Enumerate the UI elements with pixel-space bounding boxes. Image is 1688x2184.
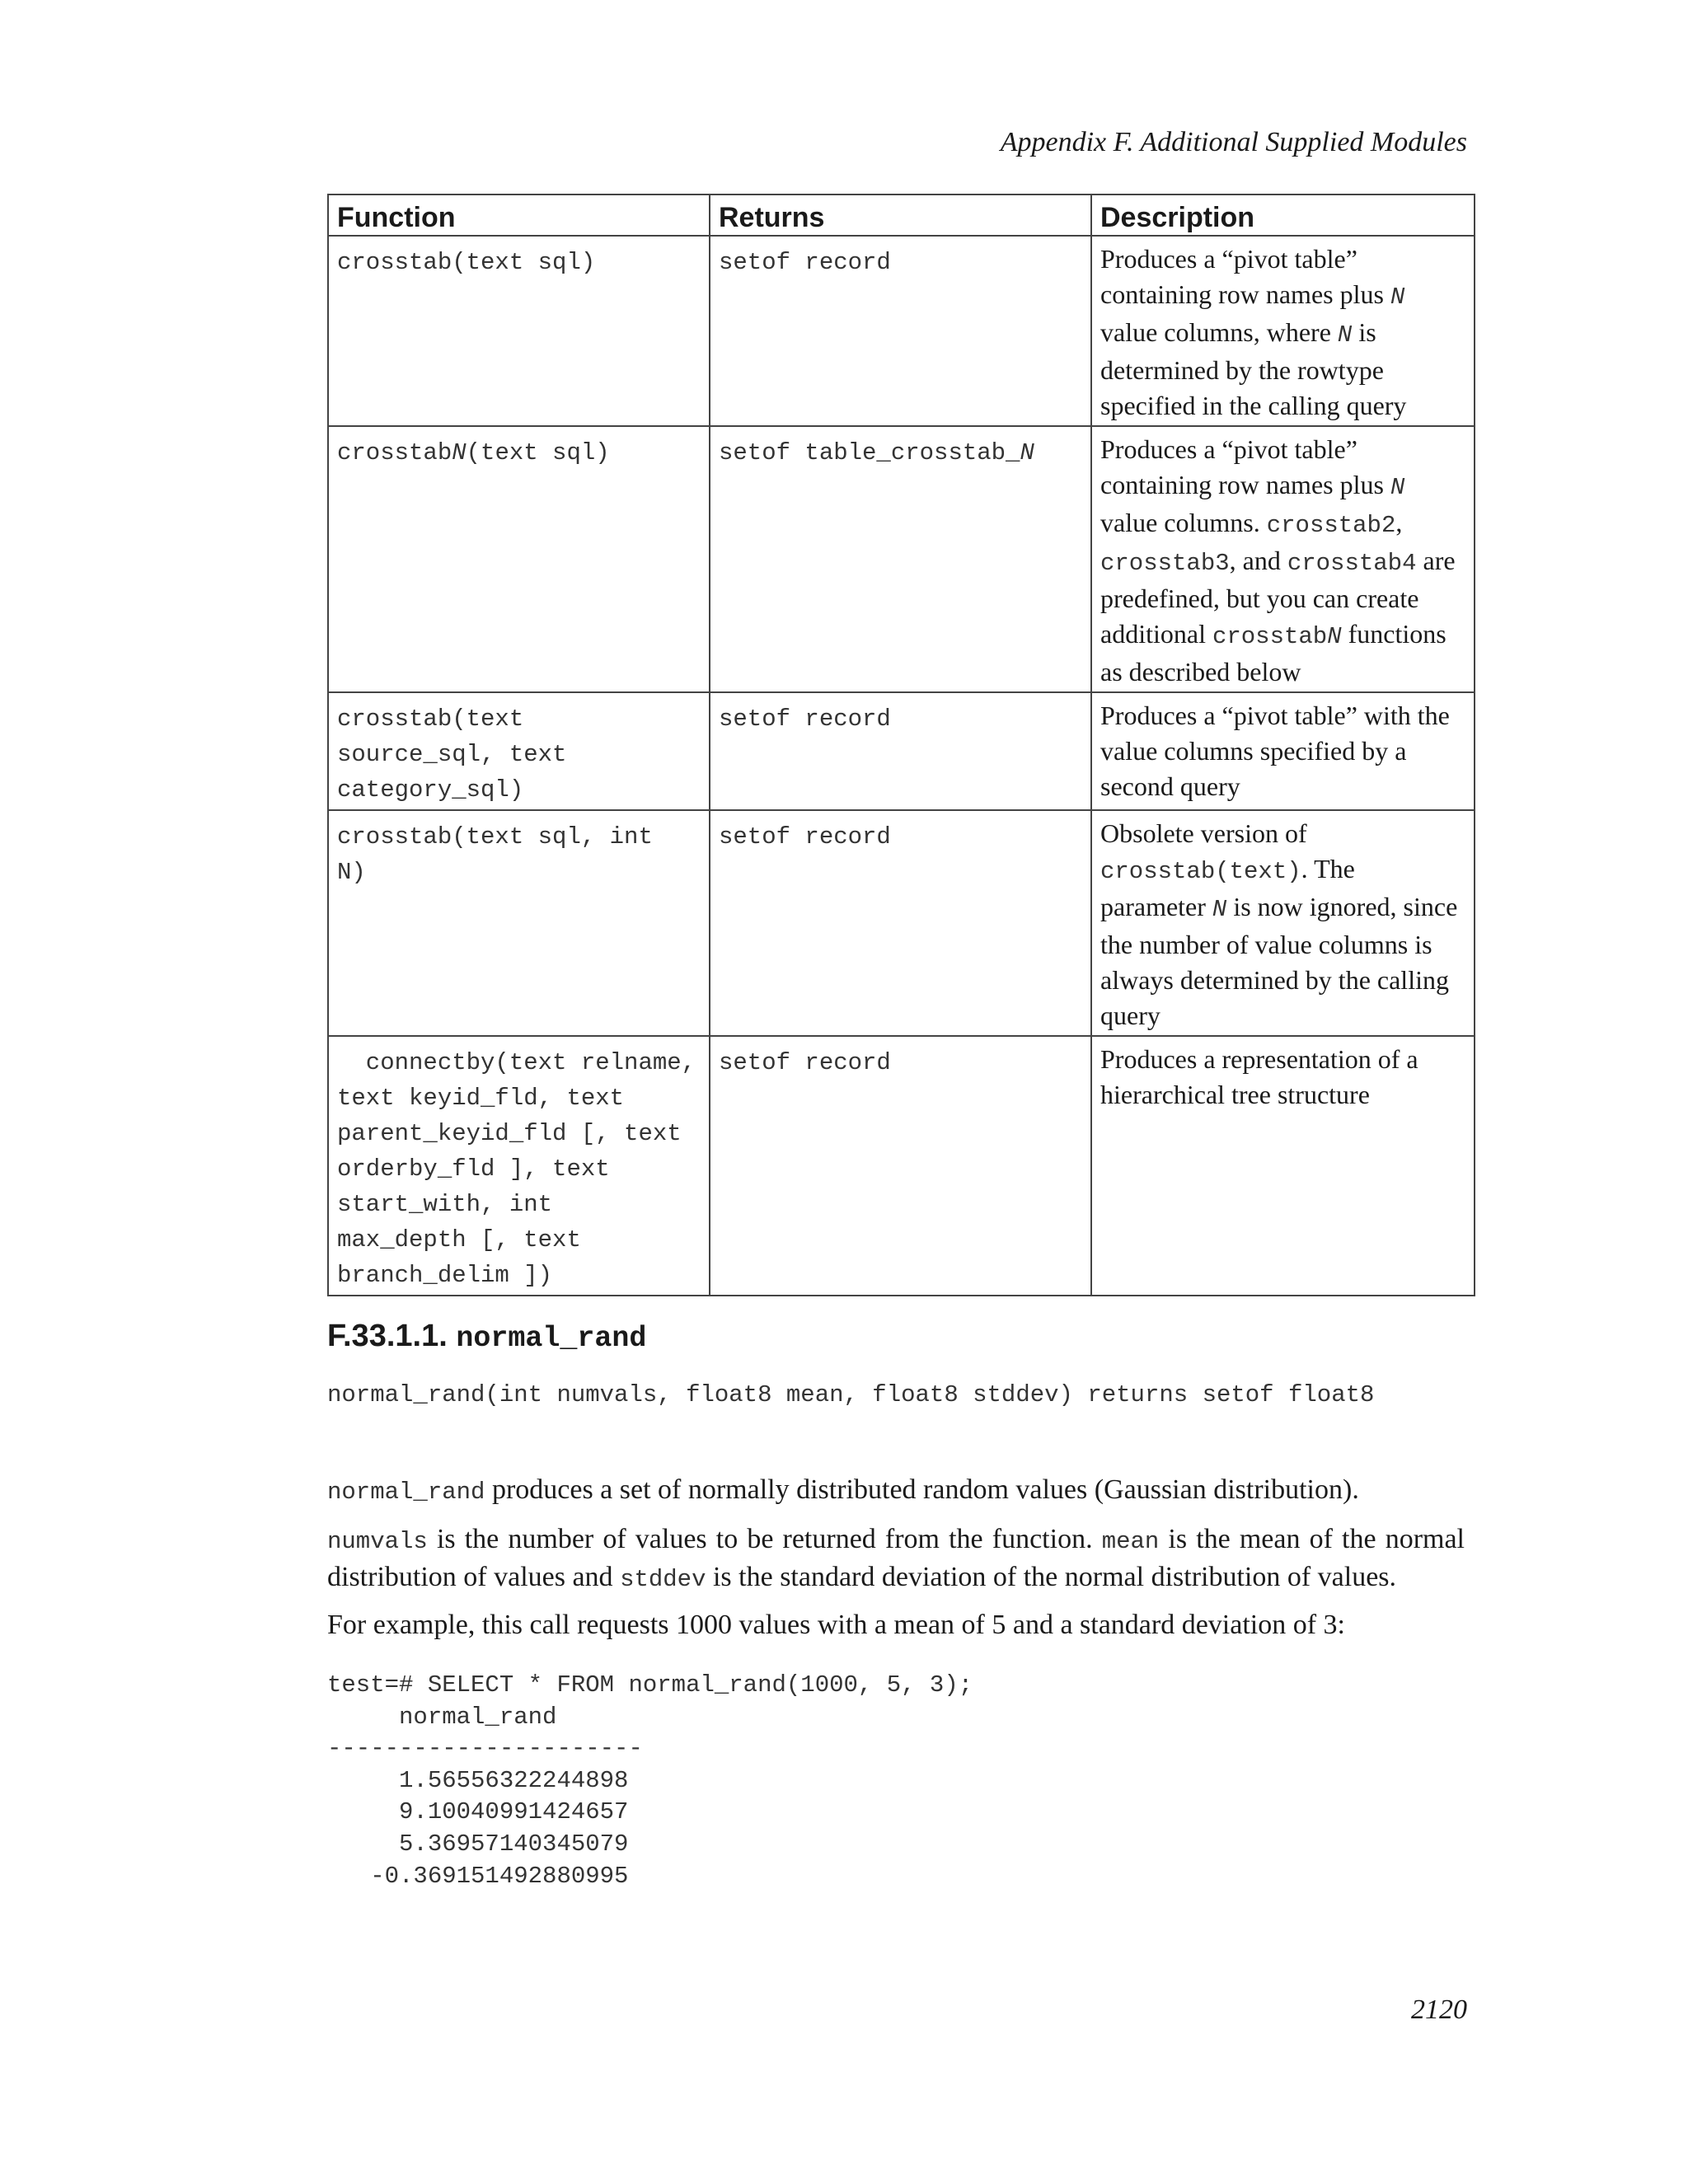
description-cell (1091, 426, 1475, 692)
replaceable-param: N (1337, 321, 1353, 349)
table-row (328, 236, 1475, 426)
returns-cell (710, 426, 1091, 692)
inline-code: crosstab4 (1287, 550, 1417, 577)
section-number: F.33.1.1. (327, 1319, 448, 1353)
table-row (328, 426, 1475, 692)
replaceable-param: N (1390, 474, 1405, 501)
inline-code: numvals (327, 1528, 428, 1555)
description-text: , (1395, 508, 1403, 537)
description-text: , and (1229, 546, 1287, 575)
inline-code: normal_rand (327, 1479, 485, 1506)
description-cell (1091, 810, 1475, 1036)
return-type: setof record (719, 249, 891, 276)
function-table (327, 194, 1475, 1296)
paragraph-text: is the mean of the normal distribution of values and (327, 1524, 1465, 1592)
description-text: Produces a representation of a hierarchical tree structure (1100, 1044, 1418, 1109)
paragraph: For example, this call requests 1000 values with a mean of 5 and a standard deviation of 3: (327, 1610, 1346, 1640)
description-text: are predefined, but you can create additional (1100, 546, 1456, 649)
function-signature: (text sql) (466, 439, 610, 466)
function-signature-line: orderby_fld ], text (337, 1155, 610, 1183)
function-cell (328, 810, 710, 1036)
inline-code: crosstab (1212, 623, 1328, 650)
paragraph-text: is the number of values to be returned from the function. (427, 1524, 1102, 1554)
table-row (328, 1036, 1475, 1296)
function-cell (328, 426, 710, 692)
paragraph-text: produces a set of normally distributed random values (Gaussian distribution). (485, 1474, 1359, 1505)
paragraph (327, 1472, 1465, 1510)
example-code-block: test=# SELECT * FROM normal_rand(1000, 5, 3); normal_rand ---------------------- 1.56556322244898 9.10040991424657 5.36957140345079 -0.369151492880995 (327, 1671, 973, 1890)
return-type: setof record (719, 705, 891, 733)
function-signature: crosstab(text sql) (337, 249, 596, 276)
function-cell (328, 236, 710, 426)
inline-code: crosstab3 (1100, 550, 1230, 577)
description-text: Produces a “pivot table” containing row names plus (1100, 244, 1390, 309)
function-synopsis: normal_rand(int numvals, float8 mean, float8 stddev) returns setof float8 (327, 1381, 1375, 1408)
description-text: value columns, where (1100, 317, 1338, 347)
description-text: is now ignored, since the number of value columns is always determined by the calling query (1100, 892, 1458, 1030)
replaceable-param: N (1212, 896, 1227, 923)
function-signature-line: text keyid_fld, text (337, 1085, 625, 1112)
paragraph-text: is the standard deviation of the normal distribution of values. (706, 1562, 1397, 1592)
column-header-function: Function (328, 194, 710, 236)
return-type: setof record (719, 1049, 891, 1076)
function-cell (328, 692, 710, 810)
paragraph (327, 1521, 1465, 1597)
description-text: value columns. (1100, 508, 1267, 537)
function-signature-line: max_depth [, text (337, 1226, 581, 1254)
function-signature-line: branch_delim ]) (337, 1262, 553, 1289)
replaceable-param: N (1390, 284, 1405, 311)
inline-code: crosstab2 (1266, 512, 1396, 539)
function-signature: crosstab (337, 439, 452, 466)
table-row (328, 810, 1475, 1036)
column-header-returns: Returns (710, 194, 1091, 236)
description-text: . The parameter (1100, 854, 1355, 921)
description-text: is determined by the rowtype specified in the calling query (1100, 317, 1407, 420)
description-text: Produces a “pivot table” containing row names plus (1100, 434, 1390, 499)
returns-cell (710, 692, 1091, 810)
table-header-row (328, 194, 1475, 236)
section-heading (327, 1319, 646, 1355)
description-cell (1091, 692, 1475, 810)
section-name: normal_rand (456, 1322, 647, 1355)
description-text: Obsolete version of (1100, 818, 1307, 848)
replaceable-param: N (452, 439, 467, 466)
return-type: setof table_crosstab_ (719, 439, 1020, 466)
inline-code: mean (1101, 1528, 1160, 1555)
description-text: Produces a “pivot table” with the value columns specified by a second query (1100, 701, 1450, 801)
returns-cell (710, 236, 1091, 426)
function-signature-line: source_sql, text (337, 741, 567, 768)
function-signature-line: crosstab(text (337, 705, 524, 733)
function-signature-line: N) (337, 859, 366, 886)
function-signature-line: category_sql) (337, 776, 524, 804)
function-signature-line: crosstab(text sql, int (337, 823, 653, 851)
function-cell (328, 1036, 710, 1296)
returns-cell (710, 810, 1091, 1036)
column-header-description: Description (1091, 194, 1475, 236)
function-signature-line: start_with, int (337, 1191, 553, 1218)
function-signature-line: parent_keyid_fld [, text (337, 1120, 682, 1147)
return-type: setof record (719, 823, 891, 851)
description-cell (1091, 236, 1475, 426)
replaceable-param: N (1020, 439, 1034, 466)
running-header: Appendix F. Additional Supplied Modules (1000, 127, 1467, 157)
returns-cell (710, 1036, 1091, 1296)
description-cell (1091, 1036, 1475, 1296)
inline-code: stddev (620, 1566, 706, 1593)
inline-code: crosstab(text) (1100, 858, 1301, 885)
function-signature-line: connectby(text relname, (337, 1049, 696, 1076)
page-number: 2120 (1411, 1994, 1467, 2025)
description-text: functions as described below (1100, 619, 1447, 687)
table-row (328, 692, 1475, 810)
replaceable-param: N (1327, 623, 1342, 650)
